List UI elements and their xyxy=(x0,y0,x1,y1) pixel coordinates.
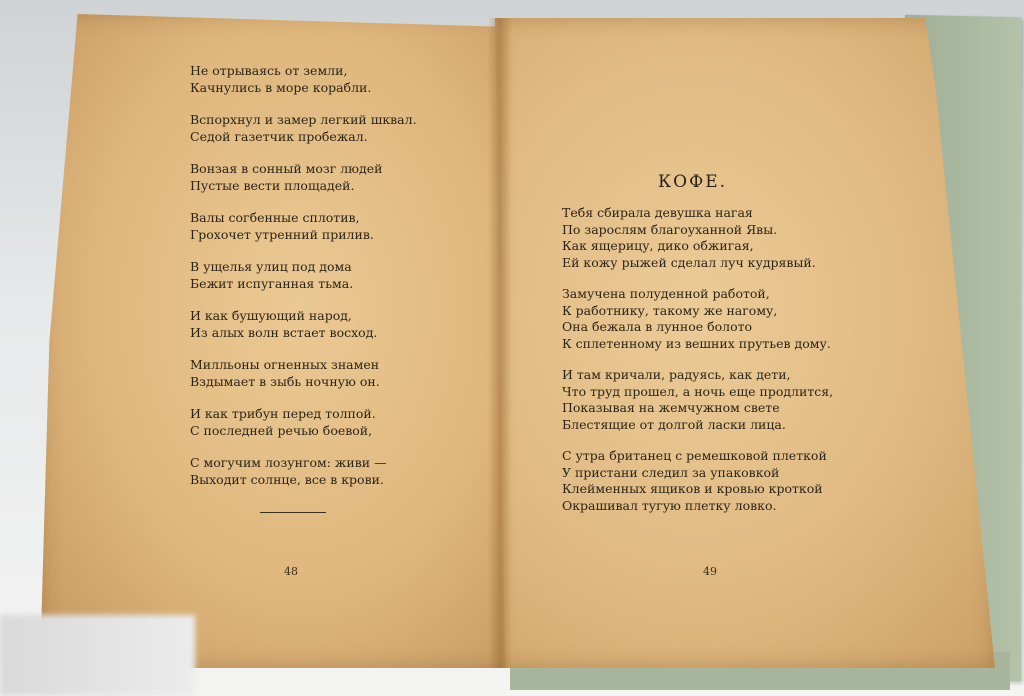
poem-line: Показывая на жемчужном свете xyxy=(562,400,780,415)
poem-line: С последней речью боевой, xyxy=(190,423,373,438)
blurred-corner xyxy=(0,615,195,696)
left-poem xyxy=(190,62,430,503)
poem-line: Седой газетчик пробежал. xyxy=(190,129,368,144)
poem-line: И как трибун перед толпой. xyxy=(190,406,376,421)
stanza xyxy=(190,209,430,243)
stanza xyxy=(190,258,430,292)
poem-line: Вспорхнул и замер легкий шквал. xyxy=(190,112,417,127)
poem-line: Милльоны огненных знамен xyxy=(190,357,380,372)
poem-line: Она бежала в лунное болото xyxy=(562,319,753,334)
poem-line: Выходит солнце, все в крови. xyxy=(190,472,384,487)
poem-line: С могучим лозунгом: живи — xyxy=(190,455,387,470)
stanza xyxy=(562,448,862,514)
right-poem xyxy=(562,205,862,529)
poem-line: Ей кожу рыжей сделал луч кудрявый. xyxy=(562,254,816,270)
poem-line: К работнику, такому же нагому, xyxy=(562,302,778,318)
stanza xyxy=(562,205,862,271)
poem-line: И там кричали, радуясь, как дети, xyxy=(562,367,791,382)
poem-line: Валы согбенные сплотив, xyxy=(190,210,360,225)
page-number-right: 49 xyxy=(703,565,717,578)
poem-line: Бежит испуганная тьма. xyxy=(190,276,354,291)
poem-line: В ущелья улиц под дома xyxy=(190,259,352,274)
poem-line: Пустые вести площадей. xyxy=(190,178,355,193)
poem-line: С утра британец с ремешковой плеткой xyxy=(562,448,827,463)
poem-line: Из алых волн встает восход. xyxy=(190,325,378,340)
stanza xyxy=(562,286,862,352)
poem-line: Окрашивал тугую плетку ловко. xyxy=(562,497,777,513)
poem-line: Как ящерицу, дико обжигая, xyxy=(562,238,754,253)
poem-line: Что труд прошел, а ночь еще продлится, xyxy=(562,383,834,399)
poem-line: Вздымает в зыбь ночную он. xyxy=(190,374,380,389)
poem-line: По зарослям благоуханной Явы. xyxy=(562,221,778,237)
poem-line: Вонзая в сонный мозг людей xyxy=(190,161,383,176)
stanza xyxy=(190,356,430,390)
page-number-left: 48 xyxy=(284,565,298,578)
stanza xyxy=(190,62,430,96)
stanza xyxy=(190,111,430,145)
end-rule xyxy=(260,512,326,513)
poem-line: Клейменных ящиков и кровью кроткой xyxy=(562,481,823,496)
poem-title: КОФЕ. xyxy=(658,172,728,192)
poem-line: Тебя сбирала девушка нагая xyxy=(562,205,753,220)
stanza xyxy=(190,405,430,439)
poem-line: К сплетенному из вешних прутьев дому. xyxy=(562,335,831,351)
poem-line: Не отрываясь от земли, xyxy=(190,63,348,78)
poem-line: Блестящие от долгой ласки лица. xyxy=(562,416,786,432)
book-gutter xyxy=(488,18,512,668)
poem-line: Грохочет утренний прилив. xyxy=(190,227,374,242)
poem-line: Замучена полуденной работой, xyxy=(562,286,770,301)
stanza xyxy=(562,367,862,433)
poem-line: У пристани следил за упаковкой xyxy=(562,464,780,480)
poem-line: И как бушующий народ, xyxy=(190,308,352,323)
stanza xyxy=(190,454,430,488)
stanza xyxy=(190,307,430,341)
poem-line: Качнулись в море корабли. xyxy=(190,80,372,95)
stanza xyxy=(190,160,430,194)
